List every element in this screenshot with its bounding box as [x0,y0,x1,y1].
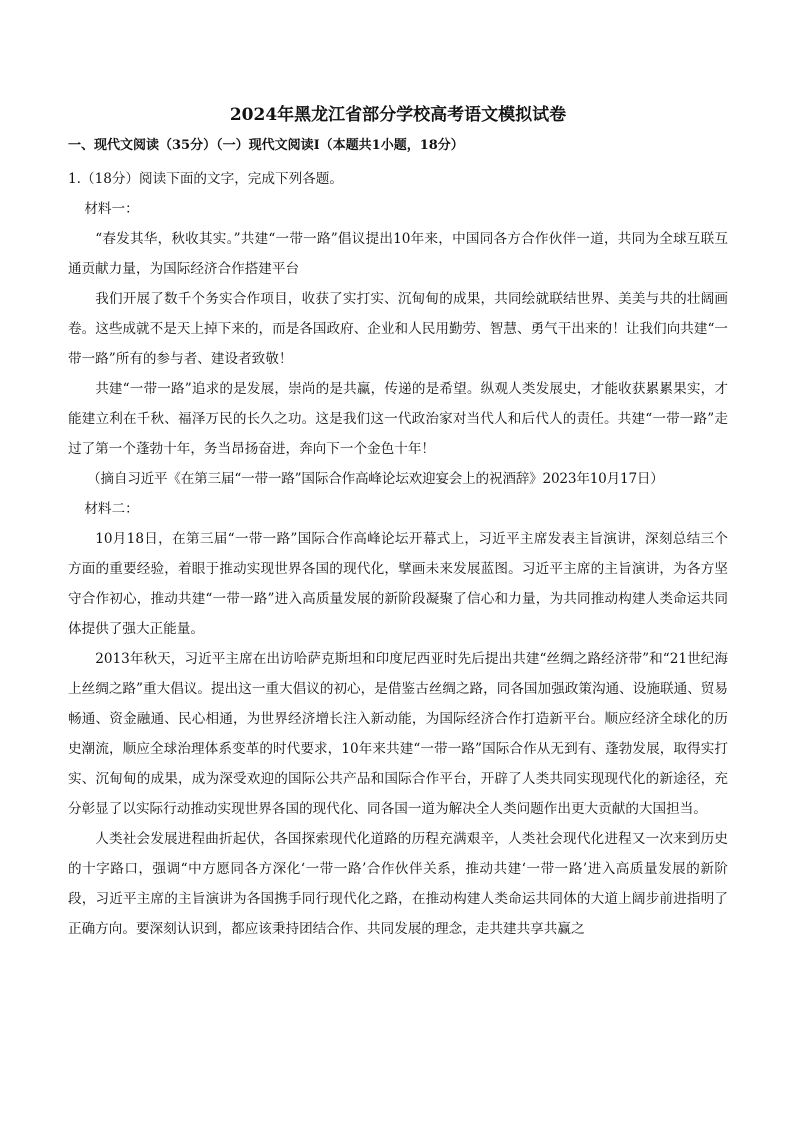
document-title: 2024年黑龙江省部分学校高考语文模拟试卷 [229,105,567,125]
material1-paragraph-3: 共建“一带一路”追求的是发展，崇尚的是共赢，传递的是希望。纵观人类发展史，才能收获累累果实，才能建立利在千秋、福泽万民的长久之功。这是我们这一代政治家对当代人和后代人的责任。共建“一带一路”走过了第一个蓬勃十年，务当昂扬奋进，奔向下一个金色十年！ [68,381,728,457]
material1-source: （摘自习近平《在第三届“一带一路”国际合作高峰论坛欢迎宴会上的祝酒辞》2023年10月17日） [87,471,664,487]
section-heading: 一、现代文阅读（35分）（一）现代文阅读Ⅰ（本题共1小题，18分） [68,138,464,153]
material1-paragraph-2: 我们开展了数千个务实合作项目，收获了实打实、沉甸甸的成果，共同绘就联结世界、美美与共的壮阔画卷。这些成就不是天上掉下来的，而是各国政府、企业和人民用勤劳、智慧、勇气干出来的！让我们向共建“一带一路”所有的参与者、建设者致敬！ [68,291,728,367]
material1-label: 材料一： [84,201,139,217]
material1-paragraph-1: “春发其华，秋收其实。”共建“一带一路”倡议提出10年来，中国同各方合作伙伴一道，共同为全球互联互通贡献力量，为国际经济合作搭建平台 [68,231,728,277]
material2-paragraph-2: 2013年秋天，习近平主席在出访哈萨克斯坦和印度尼西亚时先后提出共建“丝绸之路经济带”和“21世纪海上丝绸之路”重大倡议。提出这一重大倡议的初心，是借鉴古丝绸之路，同各国加强政策沟通、设施联通、贸易畅通、资金融通、民心相通，为世界经济增长注入新动能，为国际经济合作打造新平台。顺应经济全球化的历史潮流，顺应全球治理体系变革的时代要求，10年来共建“一带一路”国际合作从无到有、蓬勃发展，取得实打实、沉甸甸的成果，成为深受欢迎的国际公共产品和国际合作平台，开辟了人类共同实现现代化的新途径，充分彰显了以实际行动推动实现世界各国的现代化、同各国一道为解决全人类问题作出更大贡献的大国担当。 [68,651,728,817]
material2-paragraph-3: 人类社会发展进程曲折起伏，各国探索现代化道路的历程充满艰辛，人类社会现代化进程又一次来到历史的十字路口，强调“中方愿同各方深化‘一带一路’合作伙伴关系，推动共建‘一带一路’进入高质量发展的新阶段，习近平主席的主旨演讲为各国携手同行现代化之路，在推动构建人类命运共同体的大道上阔步前进指明了正确方向。要深刻认识到，都应该秉持团结合作、共同发展的理念，走共建共享共赢之 [68,831,728,937]
material2-label: 材料二： [84,501,139,517]
question-intro: 1.（18分）阅读下面的文字，完成下列各题。 [68,171,343,187]
material2-paragraph-1: 10月18日，在第三届“一带一路”国际合作高峰论坛开幕式上，习近平主席发表主旨演讲，深刻总结三个方面的重要经验，着眼于推动实现世界各国的现代化，擘画未来发展蓝图。习近平主席的主旨演讲，为各方坚守合作初心，推动共建“一带一路”进入高质量发展的新阶段凝聚了信心和力量，为共同推动构建人类命运共同体提供了强大正能量。 [68,531,728,637]
